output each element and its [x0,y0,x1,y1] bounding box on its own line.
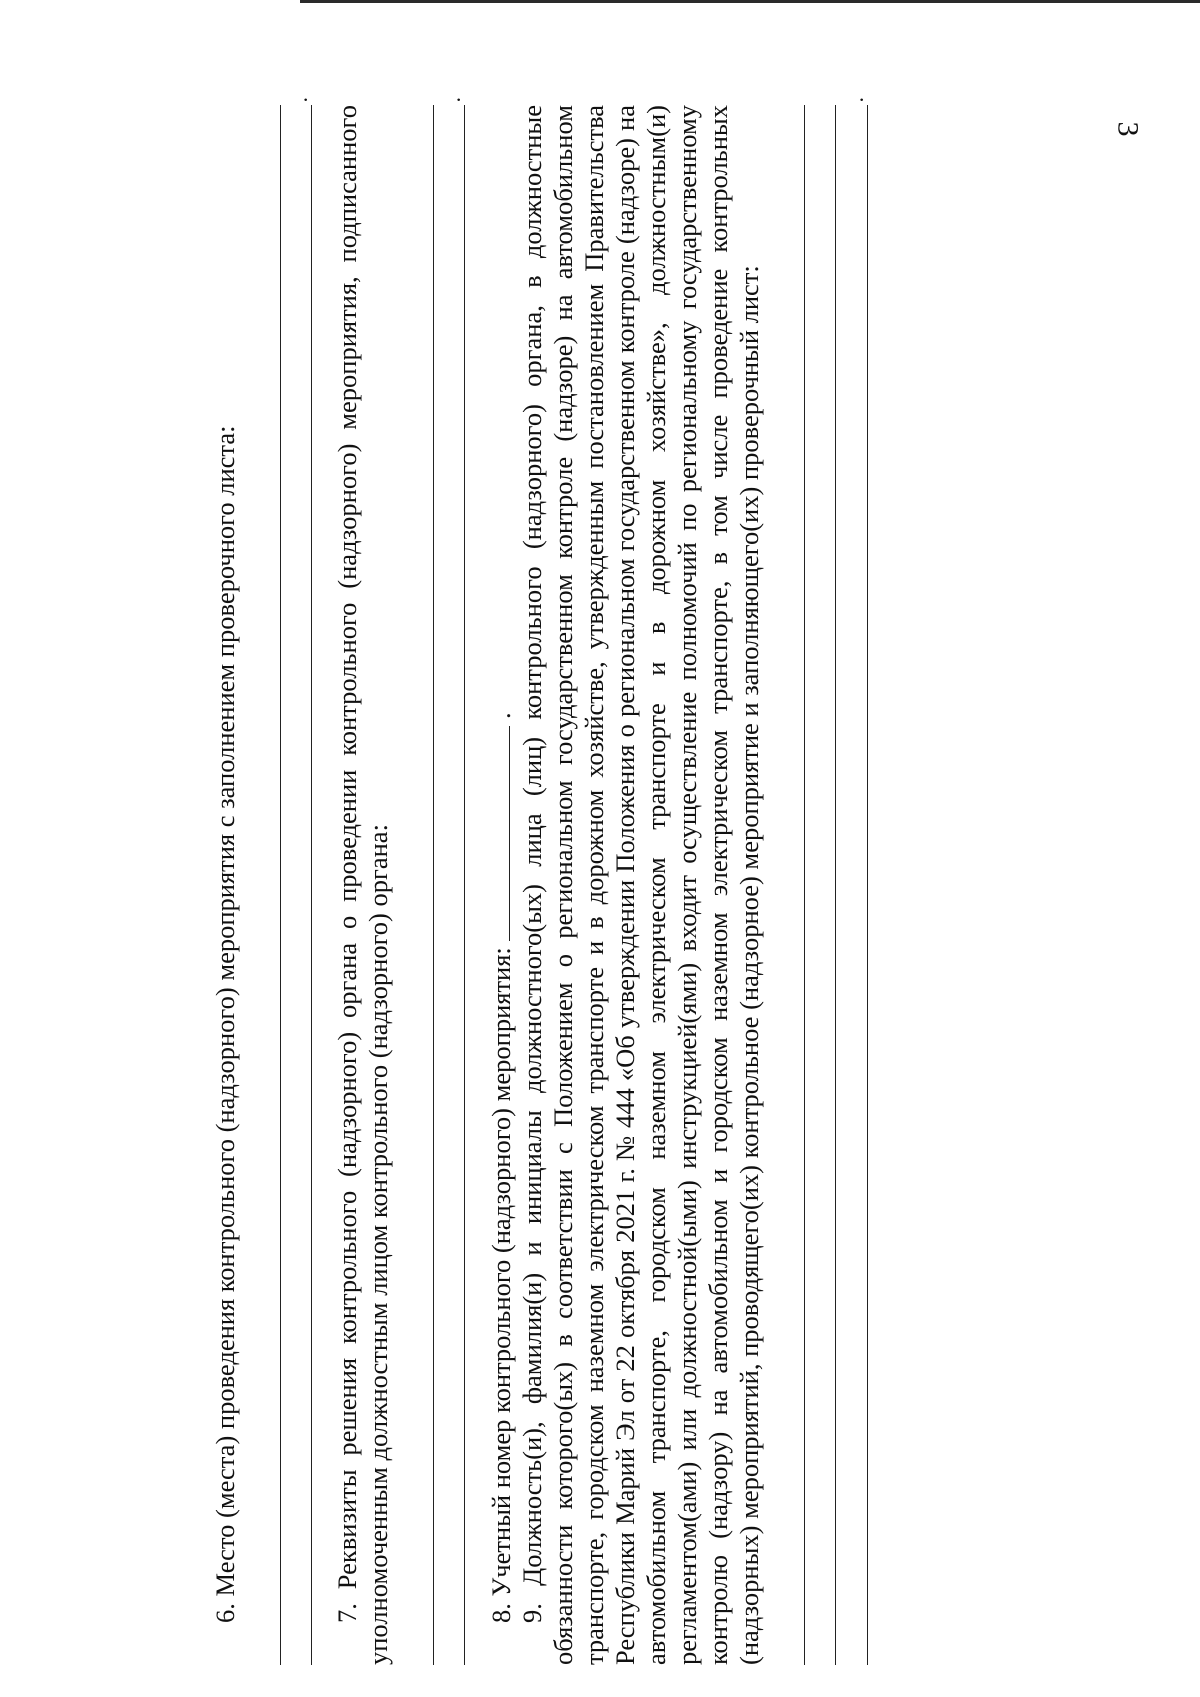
item-6-line-1 [249,105,281,1665]
item-7-line-end: . [440,97,465,103]
item-9-line-2 [805,105,837,1665]
item-9-line-1 [773,105,805,1665]
item-9-line-end: . [842,97,868,103]
page-number: 3 [1111,121,1145,137]
item-7-text: 7. Реквизиты решения контрольного (надзорного) органа о проведении контрольного (надзорного) мероприятия, подписанного уполномоченным должностным лицом контрольного (надзорного) органа: [332,105,393,1665]
item-6-title: 6. Место (места) проведения контрольного (надзорного) мероприятия с заполнением проверочного листа: [210,425,240,1623]
item-8-title [485,105,517,1665]
item-9-text: 9. Должность(и), фамилия(и) и инициалы должностного(ых) лица (лиц) контрольного (надзорного) органа, в должностные обязанности которого(ых) в соответствии с Положением о региональном государственном контроле (надзоре) на автомобильном транспорте, городском наземном электрическом транспорте и в дорожном хозяйстве, утвержденным постановлением Правительства Республики Марий Эл от 22 октября 2021 г. № 444 «Об утверждении Положения о региональном государственном контроле (надзоре) на автомобильном транспорте, городском наземном электрическом транспорте и в дорожном хозяйстве», должностным(и) регламентом(ами) или должностной(ыми) инструкцией(ями) входит осуществление полномочий по региональному государственному контролю (надзору) на автомобильном и городском наземном электрическом транспорте, в том числе проведение контрольных (надзорных) мероприятий, проводящего(их) контрольное (надзорное) мероприятие и заполняющего(их) проверочный лист: [517,105,764,1665]
item-8-answer-line [485,726,510,941]
item-9-line-3 [836,97,868,1665]
scan-top-border [300,0,1200,3]
item-6-line-end: . [287,97,312,103]
item-6-line-2 [281,97,313,1665]
item-8-line-end: . [486,712,516,719]
item-7-line-1 [402,105,434,1665]
item-8-title-text: 8. Учетный номер контрольного (надзорного) мероприятия: [486,947,516,1623]
item-7-line-2 [434,97,466,1665]
rotated-content [210,97,950,1665]
